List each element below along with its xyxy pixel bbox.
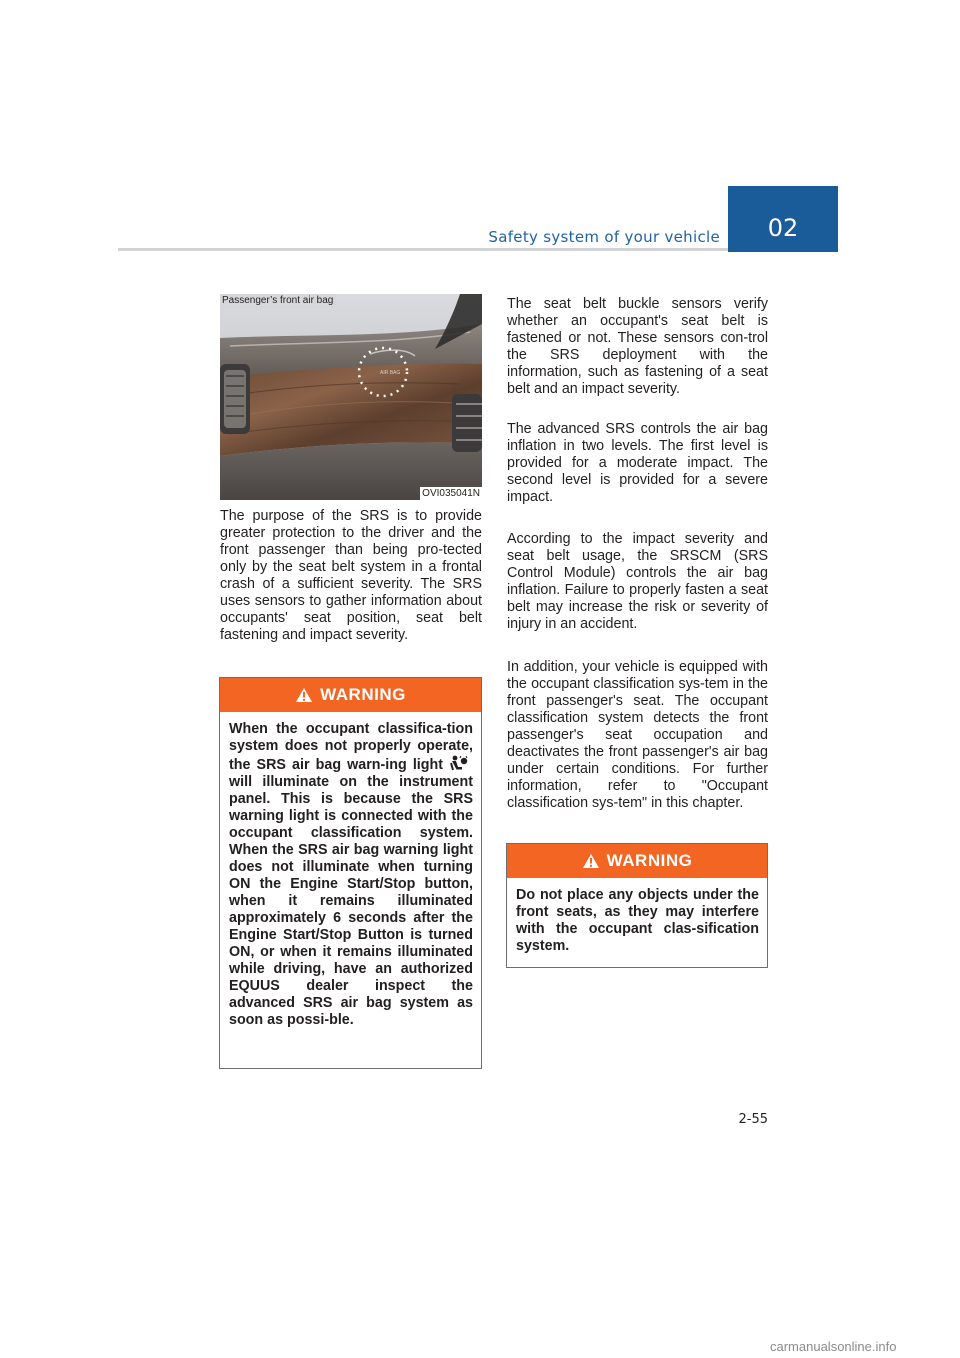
warning-title: WARNING [320, 685, 406, 704]
warning-header [220, 678, 481, 712]
warning-title: WARNING [606, 851, 693, 870]
warning-box-right [506, 843, 768, 968]
passenger-airbag-figure [220, 294, 482, 500]
page-number: 2-55 [738, 1112, 768, 1127]
paragraph-seat-belt-sensors: The seat belt buckle sensors verify whether an occupant's seat belt is fastened or not. These sensors con-trol the SRS deployment with the information, such as fastening of a seat belt and an impact severity. [507, 296, 768, 397]
chapter-tab [728, 186, 838, 252]
chapter-number: 02 [767, 214, 799, 242]
figure-code: OVI035041N [422, 488, 480, 499]
airbag-warning-light-icon [447, 755, 469, 772]
watermark: carmanualsonline.info [770, 1339, 897, 1354]
warning-text-part-2: will illuminate on the instrument panel. This is because the SRS warning light is connected with the occupant classification system. When the SRS air bag warning light does not illuminate when turning ON the Engine Start/Stop button, when it remains illuminated approximately 6 seconds after the Engine Start/Stop Button is turned ON, or when it remains illuminated while driving, have an authorized EQUUS dealer inspect the advanced SRS air bag system as soon as possi-ble. [229, 774, 473, 1028]
warning-text-part-1: When the occupant classifica-tion system does not properly operate, the SRS air bag warn-ing light [229, 721, 473, 773]
warning-triangle-icon [582, 853, 600, 869]
dashboard-illustration [220, 294, 482, 500]
warning-header [507, 844, 767, 878]
paragraph-occupant-classification: In addition, your vehicle is equipped with the occupant classification sys-tem in the front passenger's seat. The occupant classification system detects the front passenger's seat occupation and deactivates the front passenger's air bag under certain conditions. For further information, refer to "Occupant classification sys-tem" in this chapter. [507, 659, 768, 811]
figure-label: Passenger’s front air bag [220, 294, 336, 308]
paragraph-advanced-srs: The advanced SRS controls the air bag inflation in two levels. The first level is provided for a moderate impact. The second level is provided for a severe impact. [507, 421, 768, 505]
warning-text [220, 712, 481, 1029]
srs-purpose-paragraph: The purpose of the SRS is to provide greater protection to the driver and the front passenger than being pro-tected only by the seat belt system in a frontal crash of a sufficient severity. The SRS uses sensors to gather information about occupants' seat position, seat belt fastening and impact severity. [220, 508, 482, 643]
airbag-marking-text: AIR BAG [380, 370, 401, 376]
warning-text: Do not place any objects under the front seats, as they may interfere with the occupant clas-sification system. [516, 887, 759, 954]
warning-box-left [219, 677, 482, 1069]
warning-triangle-icon [295, 687, 313, 703]
section-title: Safety system of your vehicle [488, 228, 720, 246]
paragraph-srscm: According to the impact severity and seat belt usage, the SRSCM (SRS Control Module) controls the air bag inflation. Failure to properly fasten a seat belt may increase the risk or severity of injury in an accident. [507, 531, 768, 632]
